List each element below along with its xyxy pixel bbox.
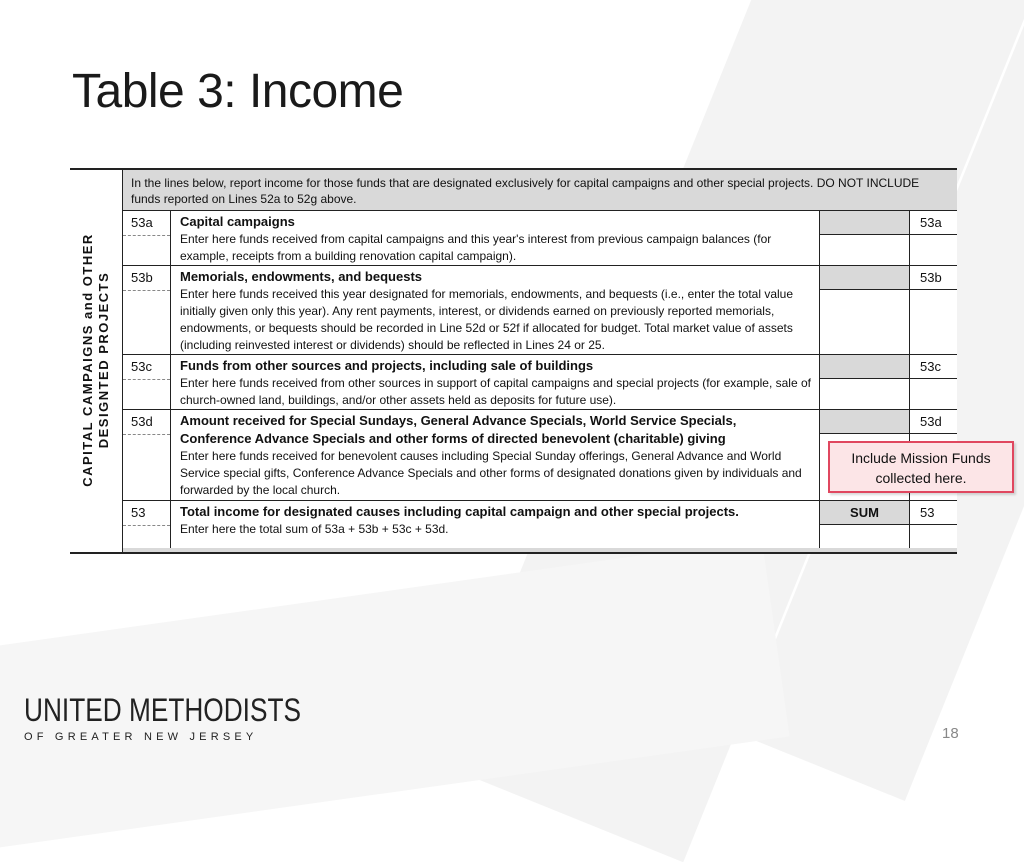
table-row-total	[123, 501, 957, 548]
section-label-line2: DESIGNTED PROJECTS	[96, 271, 111, 449]
line-heading: Funds from other sources and projects, including sale of buildings	[180, 358, 594, 373]
organization-logo	[24, 693, 362, 743]
income-form-table	[70, 168, 957, 554]
table-row	[123, 355, 957, 410]
amount-field[interactable]	[820, 410, 910, 434]
line-code: 53c	[910, 355, 957, 379]
table-row	[123, 211, 957, 266]
line-description	[172, 266, 820, 354]
line-code: 53a	[910, 211, 957, 235]
page-number: 18	[942, 725, 959, 742]
line-instructions: Enter here the total sum of 53a + 53b + 53c + 53d.	[180, 522, 449, 536]
section-label	[80, 233, 112, 487]
line-number: 53d	[123, 410, 171, 500]
section-label-line1: CAPITAL CAMPAIGNS and OTHER	[80, 233, 95, 487]
section-sidebar	[70, 170, 123, 552]
line-heading: Total income for designated causes including capital campaign and other special projects.	[180, 504, 739, 519]
line-heading: Capital campaigns	[180, 214, 295, 229]
mission-funds-callout: Include Mission Funds collected here.	[828, 441, 1014, 493]
line-code: 53d	[910, 410, 957, 434]
line-code: 53b	[910, 266, 957, 290]
line-number: 53a	[123, 211, 171, 265]
line-number: 53b	[123, 266, 171, 354]
intro-instructions: In the lines below, report income for those funds that are designated exclusively for capital campaigns and other special projects. DO NOT INCLUDE funds reported on Lines 52a to 52g above.	[123, 170, 957, 211]
slide-title: Table 3: Income	[72, 65, 404, 118]
line-description	[172, 501, 820, 548]
line-description	[172, 410, 820, 500]
line-code: 53	[910, 501, 957, 525]
line-instructions: Enter here funds received from other sources in support of capital campaigns and special projects (for example, sale of church-owned land, buildings, and/or other assets held as deposits for future use).	[180, 376, 811, 407]
line-description	[172, 355, 820, 409]
line-heading: Memorials, endowments, and bequests	[180, 269, 422, 284]
line-description	[172, 211, 820, 265]
line-heading: Amount received for Special Sundays, General Advance Specials, World Service Specials, Conference Advance Specials and other forms of directed benevolent (charitable) giving	[180, 413, 737, 446]
line-number: 53	[123, 501, 171, 548]
table-row	[123, 266, 957, 355]
sum-field[interactable]: SUM	[820, 501, 910, 525]
amount-field[interactable]	[820, 211, 910, 235]
amount-field[interactable]	[820, 266, 910, 290]
amount-field[interactable]	[820, 355, 910, 379]
logo-wordmark: UNITED METHODISTS	[24, 692, 301, 728]
line-instructions: Enter here funds received from capital campaigns and this year's interest from previous campaign balances (for example, receipts from a building renovation capital campaign).	[180, 232, 772, 263]
line-number: 53c	[123, 355, 171, 409]
line-instructions: Enter here funds received for benevolent causes including Special Sunday offerings, General Advance and World Service special gifts, Conference Advance Specials and other forms of designated donations given by individuals and forwarded by the local church.	[180, 449, 802, 497]
line-instructions: Enter here funds received this year designated for memorials, endowments, and bequests (i.e., enter the total value initially given only this year). Any rent payments, interest, or dividends earned on previously reported memorials, endowments, or bequests should be recorded in Line 52d or 52f if allocated for budget. Total market value of assets (including reinvested interest or dividends) should be reflected in Lines 24 or 25.	[180, 287, 794, 352]
logo-subtitle: OF GREATER NEW JERSEY	[24, 731, 258, 743]
